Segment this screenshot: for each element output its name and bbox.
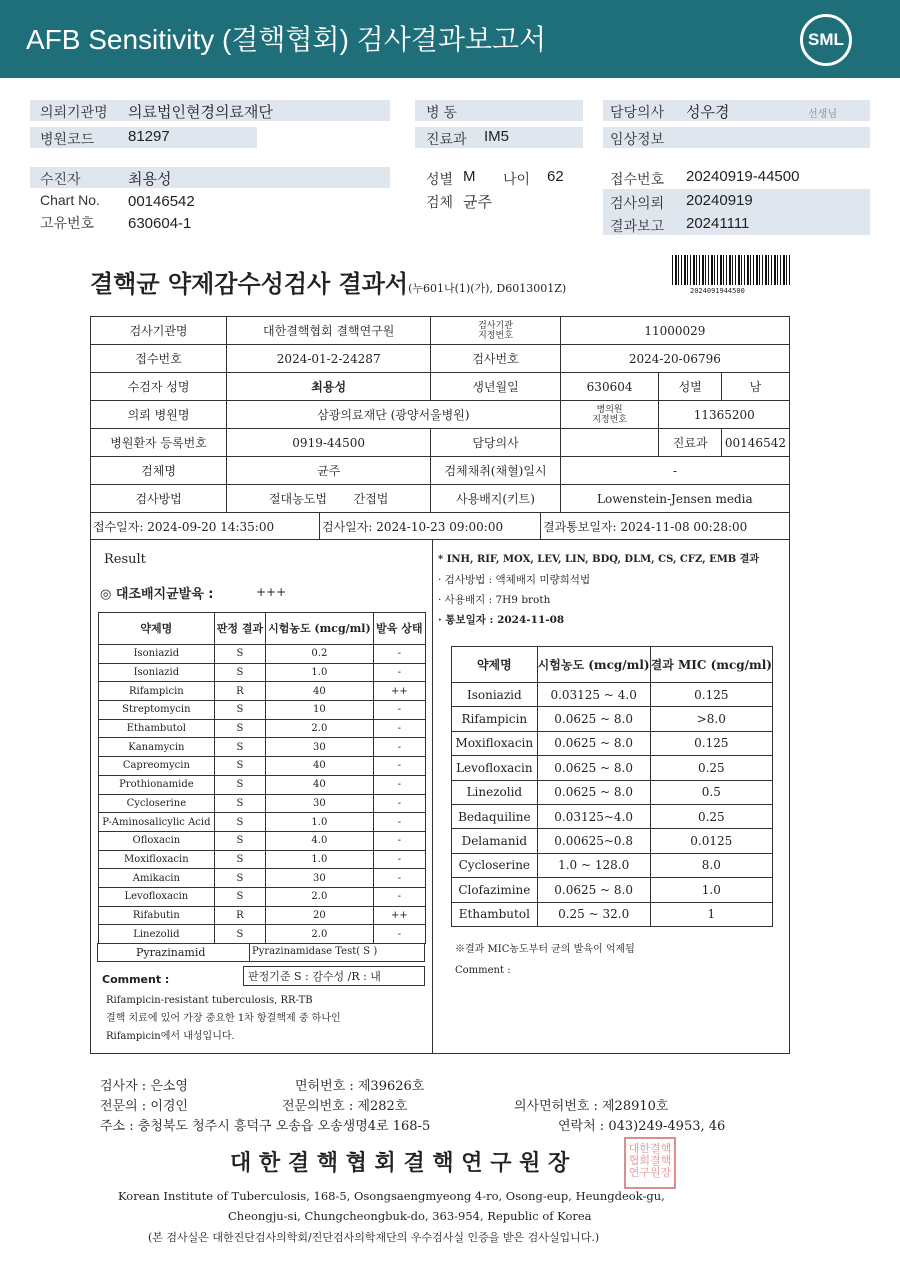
contact: 연락처 : 043)249-4953, 46 [558, 1119, 726, 1134]
chart-label: Chart No. [40, 192, 100, 208]
left-table-body [99, 645, 426, 944]
cell: 사용배지(키트) [431, 485, 560, 513]
table-cell: 1.0 [266, 850, 374, 869]
patient-value: 최용성 [128, 171, 172, 188]
table-cell: S [214, 645, 265, 664]
clinical-label: 임상정보 [610, 131, 665, 147]
cell: 담당의사 [431, 429, 560, 457]
table-cell: Delamanid [452, 829, 538, 853]
table-cell: S [214, 775, 265, 794]
table-row [99, 757, 426, 776]
report-title [90, 264, 566, 299]
table-cell: Amikacin [99, 869, 215, 888]
table-cell: 10 [266, 701, 374, 720]
cell-text: 절대농도법 [268, 492, 327, 506]
doctor-suffix: 선생님 [808, 109, 837, 120]
comment-line: Rifampicin에서 내성입니다. [106, 1031, 235, 1042]
table-cell: Cycloserine [452, 853, 538, 877]
right-info [438, 550, 759, 630]
report-title-text: 결핵균 약제감수성검사 결과서 [90, 269, 409, 298]
table-cell: 0.0125 [650, 829, 772, 853]
cell: 진료과 [659, 429, 721, 457]
right-comment-label: Comment : [455, 965, 511, 976]
cell: 검사번호 [431, 345, 560, 373]
table-cell: 2.0 [266, 719, 374, 738]
table-cell: 40 [266, 775, 374, 794]
sex-label: 성별 [426, 171, 454, 187]
table-cell: Rifabutin [99, 906, 215, 925]
col-header: 시험농도 (mcg/ml) [537, 647, 650, 683]
table-cell: 40 [266, 757, 374, 776]
table-cell: S [214, 663, 265, 682]
table-cell: 1 [650, 902, 772, 926]
table-cell: - [373, 850, 425, 869]
table-cell: 8.0 [650, 853, 772, 877]
table-cell: 0.03125 ~ 4.0 [537, 683, 650, 707]
cell: 의뢰 병원명 [91, 401, 227, 429]
table-cell: 1.0 ~ 128.0 [537, 853, 650, 877]
table-row [452, 902, 773, 926]
tester: 검사자 : 은소영 [100, 1079, 188, 1094]
table-cell: S [214, 738, 265, 757]
result-divider [432, 540, 433, 1054]
separator [319, 512, 320, 539]
table-cell: S [214, 813, 265, 832]
table-cell: - [373, 813, 425, 832]
specialist-no: 전문의번호 : 제282호 [282, 1099, 408, 1114]
english-address-1: Korean Institute of Tuberculosis, 168-5, Osongsaengmyeong 4-ro, Osong-eup, Heungdeok-gu, [118, 1189, 665, 1203]
table-cell: Bedaquiline [452, 804, 538, 828]
table-cell: Prothionamide [99, 775, 215, 794]
report-value: 20241111 [686, 215, 750, 232]
table-cell: S [214, 887, 265, 906]
header-bar [0, 0, 900, 78]
table-cell: 30 [266, 794, 374, 813]
uid-label: 고유번호 [40, 215, 95, 231]
table-cell: 1.0 [650, 878, 772, 902]
table-cell: 0.25 [650, 804, 772, 828]
table-cell: Cycloserine [99, 794, 215, 813]
table-cell: Clofazimine [452, 878, 538, 902]
table-cell: Ethambutol [99, 719, 215, 738]
comment-body [106, 992, 341, 1046]
table-row [99, 887, 426, 906]
ward-label: 병 동 [426, 104, 457, 120]
specimen-label: 검체 [426, 194, 454, 210]
table-cell: P-Aminosalicylic Acid [99, 813, 215, 832]
age-label: 나이 [503, 171, 531, 187]
table-row [99, 645, 426, 664]
cell: 수검자 성명 [91, 373, 227, 401]
left-drug-table [98, 612, 426, 944]
cell: 최용성 [227, 373, 431, 401]
cell [560, 429, 659, 457]
table-cell: 0.0625 ~ 8.0 [537, 707, 650, 731]
cell: - [560, 457, 789, 485]
license: 면허번호 : 제39626호 [295, 1079, 425, 1094]
col-header: 약제명 [452, 647, 538, 683]
report-info-table [90, 316, 790, 513]
table-cell: Capreomycin [99, 757, 215, 776]
table-cell: 2.0 [266, 887, 374, 906]
table-cell: 0.125 [650, 683, 772, 707]
cell: 성별 [659, 373, 721, 401]
pza-name: Pyrazinamid [136, 946, 206, 959]
table-cell: 0.25 ~ 32.0 [537, 902, 650, 926]
table-row [99, 925, 426, 944]
table-row [99, 682, 426, 701]
table-cell: 0.0625 ~ 8.0 [537, 780, 650, 804]
cell-text: 검사기관 [478, 320, 513, 331]
table-row [452, 853, 773, 877]
table-cell: 30 [266, 869, 374, 888]
chart-value: 00146542 [128, 193, 195, 210]
address: 주소 : 충청북도 청주시 흥덕구 오송읍 오송생명4로 168-5 [100, 1119, 431, 1134]
sex-value: M [463, 168, 476, 185]
table-cell: 0.0625 ~ 8.0 [537, 878, 650, 902]
table-cell: 1.0 [266, 813, 374, 832]
receipt-date: 접수일자: 2024-09-20 14:35:00 [93, 520, 275, 534]
table-row [99, 775, 426, 794]
uid-value: 630604-1 [128, 215, 192, 232]
col-header: 판정 결과 [214, 613, 265, 645]
cell: 2024-20-06796 [560, 345, 789, 373]
cell: 균주 [227, 457, 431, 485]
table-row [99, 794, 426, 813]
table-cell: S [214, 757, 265, 776]
table-cell: Isoniazid [99, 663, 215, 682]
col-header: 결과 MIC (mcg/ml) [650, 647, 772, 683]
comment-label: Comment : [102, 973, 170, 986]
table-cell: 0.2 [266, 645, 374, 664]
table-cell: Moxifloxacin [99, 850, 215, 869]
col-header: 발육 상태 [373, 613, 425, 645]
table-cell: Levofloxacin [452, 756, 538, 780]
barcode [672, 255, 790, 285]
table-cell: 0.0625 ~ 8.0 [537, 731, 650, 755]
table-cell: 0.125 [650, 731, 772, 755]
table-cell: S [214, 794, 265, 813]
table-cell: - [373, 831, 425, 850]
doctor-label: 담당의사 [610, 104, 665, 120]
table-cell: 0.03125~4.0 [537, 804, 650, 828]
table-row [452, 756, 773, 780]
dept-label: 진료과 [426, 131, 467, 147]
table-cell: S [214, 831, 265, 850]
specimen-value: 균주 [463, 194, 492, 211]
institute-name: 대 한 결 핵 협 회 결 핵 연 구 원 장 [230, 1150, 570, 1176]
doctor-license: 의사면허번호 : 제28910호 [514, 1099, 669, 1114]
notify-date: 결과통보일자: 2024-11-08 00:28:00 [543, 520, 748, 534]
official-stamp: 대한결핵협회결핵연구원장 [624, 1137, 676, 1189]
table-cell: 0.00625~0.8 [537, 829, 650, 853]
table-cell: ++ [373, 906, 425, 925]
table-row [99, 831, 426, 850]
table-cell: Ethambutol [452, 902, 538, 926]
table-cell: - [373, 663, 425, 682]
table-cell: 4.0 [266, 831, 374, 850]
table-cell: - [373, 757, 425, 776]
cell: 검체명 [91, 457, 227, 485]
cell: 병원환자 등록번호 [91, 429, 227, 457]
hosp-code-value: 81297 [128, 128, 170, 145]
doctor-value: 성우경 [686, 104, 730, 121]
table-cell: >8.0 [650, 707, 772, 731]
cell: 접수번호 [91, 345, 227, 373]
table-cell: - [373, 794, 425, 813]
specialist: 전문의 : 이경인 [100, 1099, 188, 1114]
barcode-number: 2024091944500 [690, 287, 745, 295]
table-cell: Streptomycin [99, 701, 215, 720]
dept-value: IM5 [484, 128, 510, 145]
age-value: 62 [547, 168, 564, 185]
cell [560, 401, 659, 429]
table-cell: S [214, 850, 265, 869]
table-cell: Ofloxacin [99, 831, 215, 850]
table-row [452, 780, 773, 804]
right-table-body [452, 683, 773, 927]
table-row [99, 663, 426, 682]
table-cell: Kanamycin [99, 738, 215, 757]
cell: 삼광의료재단 (광양서울병원) [227, 401, 561, 429]
mic-note: ※결과 MIC농도부터 균의 발육이 억제됨 [455, 944, 635, 955]
table-row [452, 683, 773, 707]
table-row [99, 869, 426, 888]
cell: 00146542 [721, 429, 789, 457]
criteria: 판정기준 S : 감수성 /R : 내 [243, 966, 425, 986]
table-cell: 2.0 [266, 925, 374, 944]
table-row [99, 813, 426, 832]
table-row [452, 878, 773, 902]
table-cell: 0.5 [650, 780, 772, 804]
comment-line: Rifampicin-resistant tuberculosis, RR-TB [106, 995, 313, 1006]
table-cell: - [373, 887, 425, 906]
cell [227, 485, 431, 513]
right-mic-table [451, 646, 773, 927]
cell-text: 지정번호 [478, 330, 513, 341]
table-cell: S [214, 925, 265, 944]
table-cell: Linezolid [99, 925, 215, 944]
cell: 11365200 [659, 401, 790, 429]
request-label: 검사의뢰 [610, 195, 665, 211]
cell: Lowenstein-Jensen media [560, 485, 789, 513]
table-cell: S [214, 701, 265, 720]
report-title-sub: (누601나(1)(가), D6013001Z) [408, 282, 567, 295]
cell-text: 병의원 [596, 404, 623, 415]
receipt-value: 20240919-44500 [686, 168, 800, 185]
table-cell: R [214, 906, 265, 925]
cell: 검사방법 [91, 485, 227, 513]
cell: 검사기관명 [91, 317, 227, 345]
table-cell: Isoniazid [452, 683, 538, 707]
info-line: · 통보일자 : 2024-11-08 [438, 614, 565, 626]
receipt-label: 접수번호 [610, 171, 665, 187]
cell: 11000029 [560, 317, 789, 345]
pza-row [97, 943, 425, 962]
table-cell: - [373, 775, 425, 794]
separator [249, 944, 250, 961]
table-cell: S [214, 869, 265, 888]
bar [30, 167, 390, 188]
cell-text: 지정번호 [592, 414, 627, 425]
table-cell: Levofloxacin [99, 887, 215, 906]
table-cell: Isoniazid [99, 645, 215, 664]
table-cell: - [373, 925, 425, 944]
separator [540, 512, 541, 539]
certification-note: (본 검사실은 대한진단검사의학회/진단검사의학재단의 우수검사실 인증을 받은 검사실입니다.) [148, 1231, 600, 1244]
hosp-code-label: 병원코드 [40, 131, 95, 147]
table-row [99, 701, 426, 720]
table-cell: Rifampicin [99, 682, 215, 701]
pza-value: Pyrazinamidase Test( S ) [252, 946, 378, 957]
table-row [99, 738, 426, 757]
table-row [452, 731, 773, 755]
cell: 남 [721, 373, 789, 401]
table-row [452, 804, 773, 828]
table-row [99, 719, 426, 738]
control-value: +++ [256, 585, 287, 599]
page-title: AFB Sensitivity (결핵협회) 검사결과보고서 [26, 24, 547, 55]
table-cell: Moxifloxacin [452, 731, 538, 755]
table-row [99, 850, 426, 869]
patient-label: 수진자 [40, 171, 81, 187]
table-cell: R [214, 682, 265, 701]
cell [431, 317, 560, 345]
col-header: 시험농도 (mcg/ml) [266, 613, 374, 645]
table-row [99, 906, 426, 925]
cell: 생년월일 [431, 373, 560, 401]
cell: 0919-44500 [227, 429, 431, 457]
dates-row [90, 512, 790, 540]
table-cell: - [373, 719, 425, 738]
org-value: 의료법인현경의료재단 [128, 104, 273, 121]
table-cell: ++ [373, 682, 425, 701]
table-cell: - [373, 645, 425, 664]
cell: 630604 [560, 373, 659, 401]
report-label: 결과보고 [610, 218, 665, 234]
table-cell: 20 [266, 906, 374, 925]
info-line: · 검사방법 : 액체배지 미량희석법 [438, 574, 591, 586]
table-row [452, 829, 773, 853]
cell: 2024-01-2-24287 [227, 345, 431, 373]
table-cell: 1.0 [266, 663, 374, 682]
col-header: 약제명 [99, 613, 215, 645]
info-line: · 사용배지 : 7H9 broth [438, 594, 551, 606]
english-address-2: Cheongju-si, Chungcheongbuk-do, 363-954, Republic of Korea [228, 1209, 592, 1223]
result-title: Result [104, 552, 146, 567]
table-cell: Linezolid [452, 780, 538, 804]
cell: 검체채취(채혈)일시 [431, 457, 560, 485]
info-line: * INH, RIF, MOX, LEV, LIN, BDQ, DLM, CS, CFZ, EMB 결과 [438, 554, 760, 565]
table-cell: 40 [266, 682, 374, 701]
table-cell: 0.0625 ~ 8.0 [537, 756, 650, 780]
table-cell: - [373, 738, 425, 757]
table-cell: S [214, 719, 265, 738]
table-cell: - [373, 869, 425, 888]
test-date: 검사일자: 2024-10-23 09:00:00 [322, 520, 504, 534]
cell-text: 간접법 [353, 492, 389, 506]
table-cell: Rifampicin [452, 707, 538, 731]
control-label: ◎ 대조배지균발육 : [100, 587, 214, 602]
cell: 대한결핵협회 결핵연구원 [227, 317, 431, 345]
org-label: 의뢰기관명 [40, 104, 108, 120]
table-cell: - [373, 701, 425, 720]
table-cell: 30 [266, 738, 374, 757]
sml-logo: SML [800, 14, 852, 66]
table-cell: 0.25 [650, 756, 772, 780]
request-value: 20240919 [686, 192, 753, 209]
table-row [452, 707, 773, 731]
comment-line: 결핵 치료에 있어 가장 중요한 1차 항결핵제 중 하나인 [106, 1013, 341, 1024]
